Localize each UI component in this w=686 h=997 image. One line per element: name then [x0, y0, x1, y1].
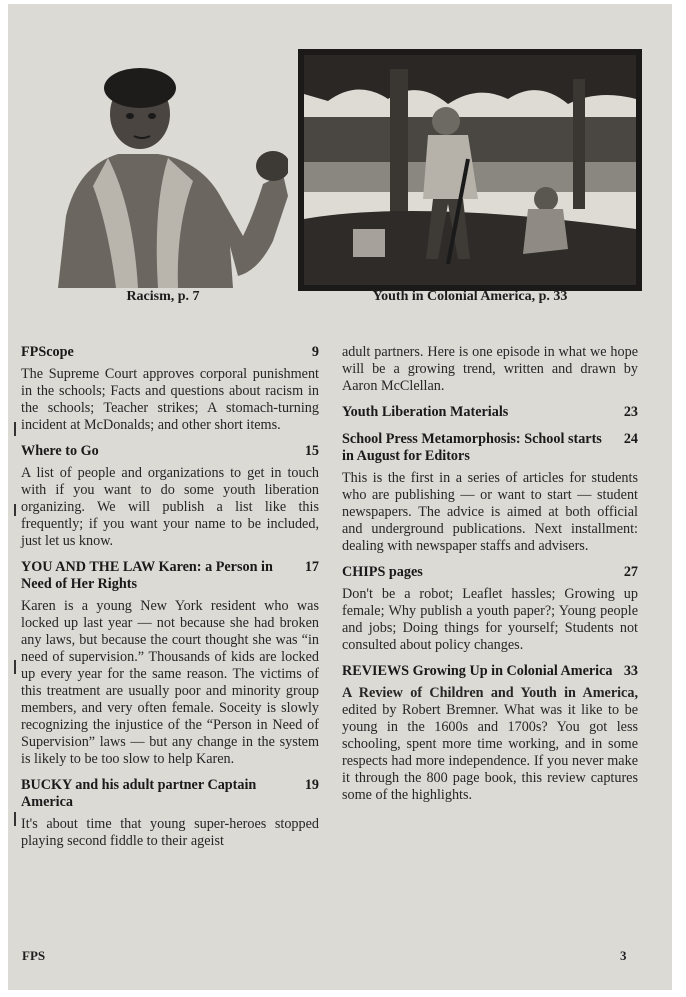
entry-description	[342, 685, 638, 804]
entry-description: Don't be a robot; Leaflet hassles; Growing up female; Why publish a youth paper?; Young people and jobs; Doing things for yourself; Students not consulted about policy changes.	[342, 586, 638, 653]
entry-description: It's about time that young super-heroes stopped playing second fiddle to their ageist	[21, 816, 319, 849]
contents-entry	[342, 431, 638, 555]
contents-entry	[21, 344, 319, 434]
contents-right-column	[342, 344, 638, 813]
contents-entry	[21, 777, 319, 850]
entry-title: YOU AND THE LAW Karen: a Person in Need of Her Rights	[21, 559, 273, 592]
entry-title: BUCKY and his adult partner Captain America	[21, 777, 257, 810]
entry-title: Youth Liberation Materials	[342, 404, 509, 420]
entry-page-number: 15	[304, 443, 319, 459]
entry-title: School Press Metamorphosis: School starts in August for Editors	[342, 431, 602, 464]
right-photo-caption: Youth in Colonial America, p. 33	[372, 289, 568, 304]
review-description: edited by Robert Bremner. What was it like to be young in the 1600s and 1700s? You got less schooling, spent more time working, and in some respects had more independence. If you never make it through the 800 page book, this review captures some of the highlights.	[342, 702, 638, 803]
entry-description: This is the first in a series of articles for students who are publishing — or want to start — student newspapers. The advice is aimed at both official and underground publications. Next installment: dealing with newspaper staffs and advisers.	[342, 470, 638, 554]
entry-description: adult partners. Here is one episode in what we hope will be a growing trend, written and drawn by Aaron McClellan.	[342, 344, 638, 394]
margin-mark	[14, 504, 16, 516]
colonial-youth-illustration	[298, 49, 642, 291]
entry-page-number: 33	[623, 663, 638, 679]
entry-title: REVIEWS Growing Up in Colonial America	[342, 663, 613, 679]
entry-page-number: 9	[311, 344, 319, 360]
racism-photo	[38, 66, 288, 288]
page-number: 3	[620, 948, 627, 963]
entry-title: FPScope	[21, 344, 74, 360]
contents-entry	[21, 559, 319, 768]
magazine-page	[8, 4, 672, 990]
contents-entry	[21, 443, 319, 550]
continuation-text	[342, 344, 638, 395]
review-book-title: A Review of Children and Youth in America,	[342, 685, 638, 701]
entry-page-number: 24	[623, 431, 638, 447]
magazine-footer-name: FPS	[22, 948, 46, 963]
contents-entry	[342, 663, 638, 804]
entry-page-number: 19	[304, 777, 319, 793]
entry-page-number: 23	[623, 404, 638, 420]
entry-page-number: 17	[304, 559, 319, 575]
entry-title: CHIPS pages	[342, 564, 423, 580]
entry-title: Where to Go	[21, 443, 99, 459]
contents-left-column	[21, 344, 319, 859]
left-photo-caption: Racism, p. 7	[126, 289, 200, 304]
entry-description: A list of people and organizations to get in touch with if you want to do some youth liberation organizing. We will publish a list like this frequently; if you want your name to be included, just let us know.	[21, 465, 319, 549]
entry-description: The Supreme Court approves corporal punishment in the schools; Facts and questions about racism in the schools; Teacher strikes; A stomach-turning incident at McDonalds; and other short items.	[21, 366, 319, 433]
margin-mark	[14, 812, 16, 826]
contents-entry	[342, 564, 638, 654]
contents-entry	[342, 404, 638, 421]
margin-mark	[14, 422, 16, 436]
entry-page-number: 27	[623, 564, 638, 580]
entry-description: Karen is a young New York resident who was locked up last year — not because she had broken any laws, but because the court thought she was “in need of supervision.” Thousands of kids are locked up every year for the same reason. The victims of this treatment are usually poor and minority group members, and very often female. Soceity is slowly recognizing the injustice of the “Person in Need of Supervision” laws — but any change in the system is likely to be too slow to help Karen.	[21, 598, 319, 767]
margin-mark	[14, 660, 16, 674]
